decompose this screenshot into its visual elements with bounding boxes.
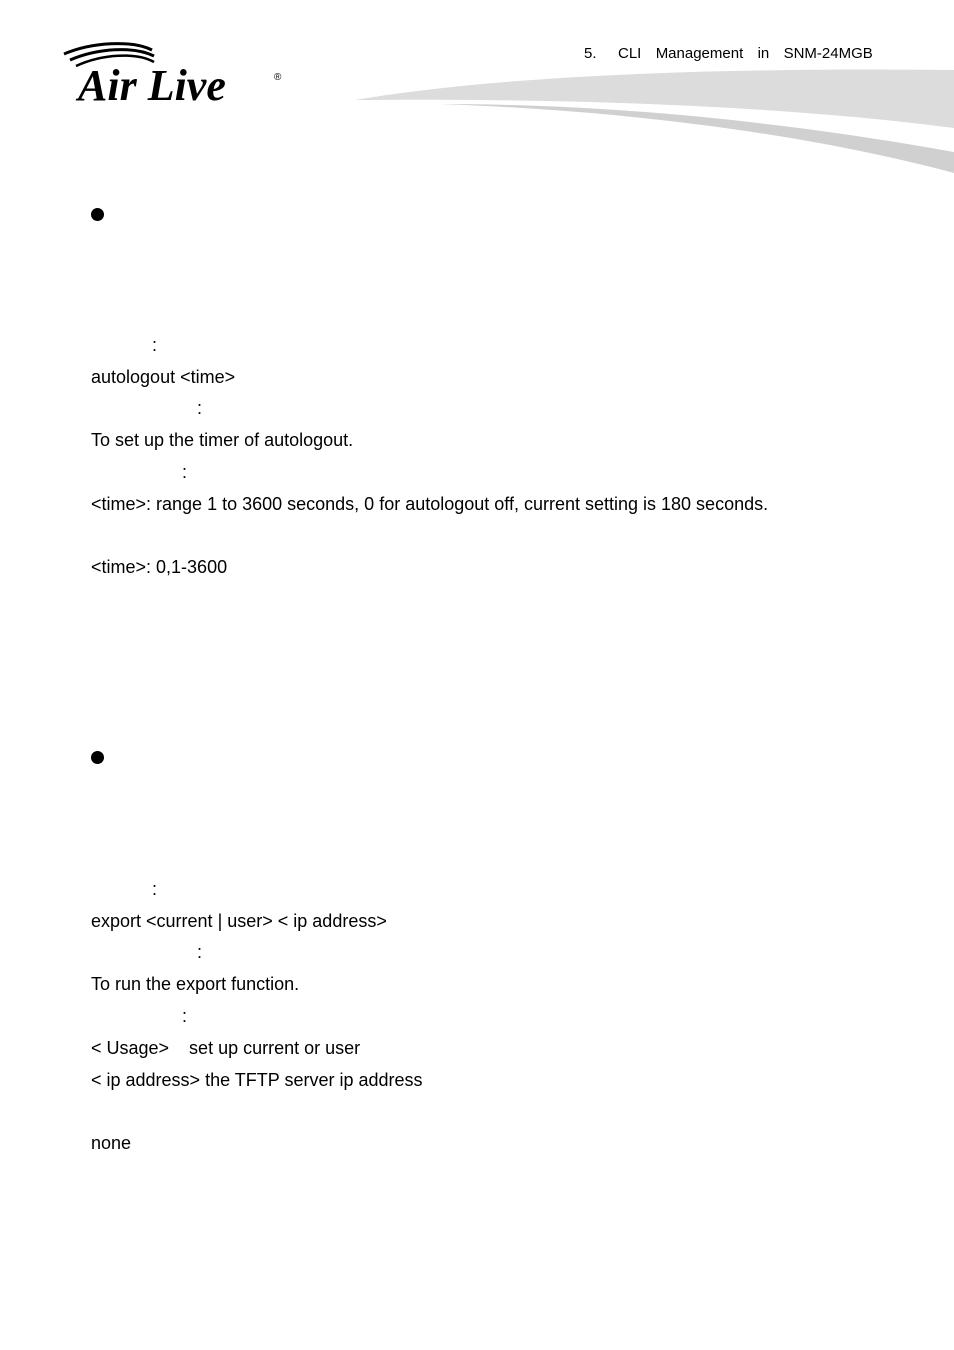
logo-text: Air Live: [78, 61, 226, 108]
possible-value-text-2: none: [91, 1133, 132, 1153]
registered-mark: ®: [274, 72, 282, 83]
syntax-colon-2: :: [152, 879, 158, 899]
description-text-1: To set up the timer of autologout.: [91, 430, 354, 450]
page-header-title: 5. CLI Management in SNM-24MGB: [584, 45, 873, 62]
argument-text-2b: < ip address> the TFTP server ip address: [91, 1070, 423, 1090]
section-bullet-2: [91, 751, 104, 764]
possible-value-text-1: <time>: 0,1-3600: [91, 557, 228, 577]
argument-colon-2: :: [182, 1006, 188, 1026]
syntax-text-2: export <current | user> < ip address>: [91, 911, 387, 931]
description-colon-1: :: [197, 398, 203, 418]
syntax-text-1: autologout <time>: [91, 367, 236, 387]
section-bullet-1: [91, 208, 104, 221]
argument-text-2a: < Usage> set up current or user: [91, 1038, 361, 1058]
argument-text-1: <time>: range 1 to 3600 seconds, 0 for autologout off, current setting is 180 seconds.: [91, 494, 769, 514]
syntax-colon-1: :: [152, 335, 158, 355]
description-colon-2: :: [197, 942, 203, 962]
argument-colon-1: :: [182, 462, 188, 482]
airlive-logo: [62, 40, 292, 108]
description-text-2: To run the export function.: [91, 974, 300, 994]
